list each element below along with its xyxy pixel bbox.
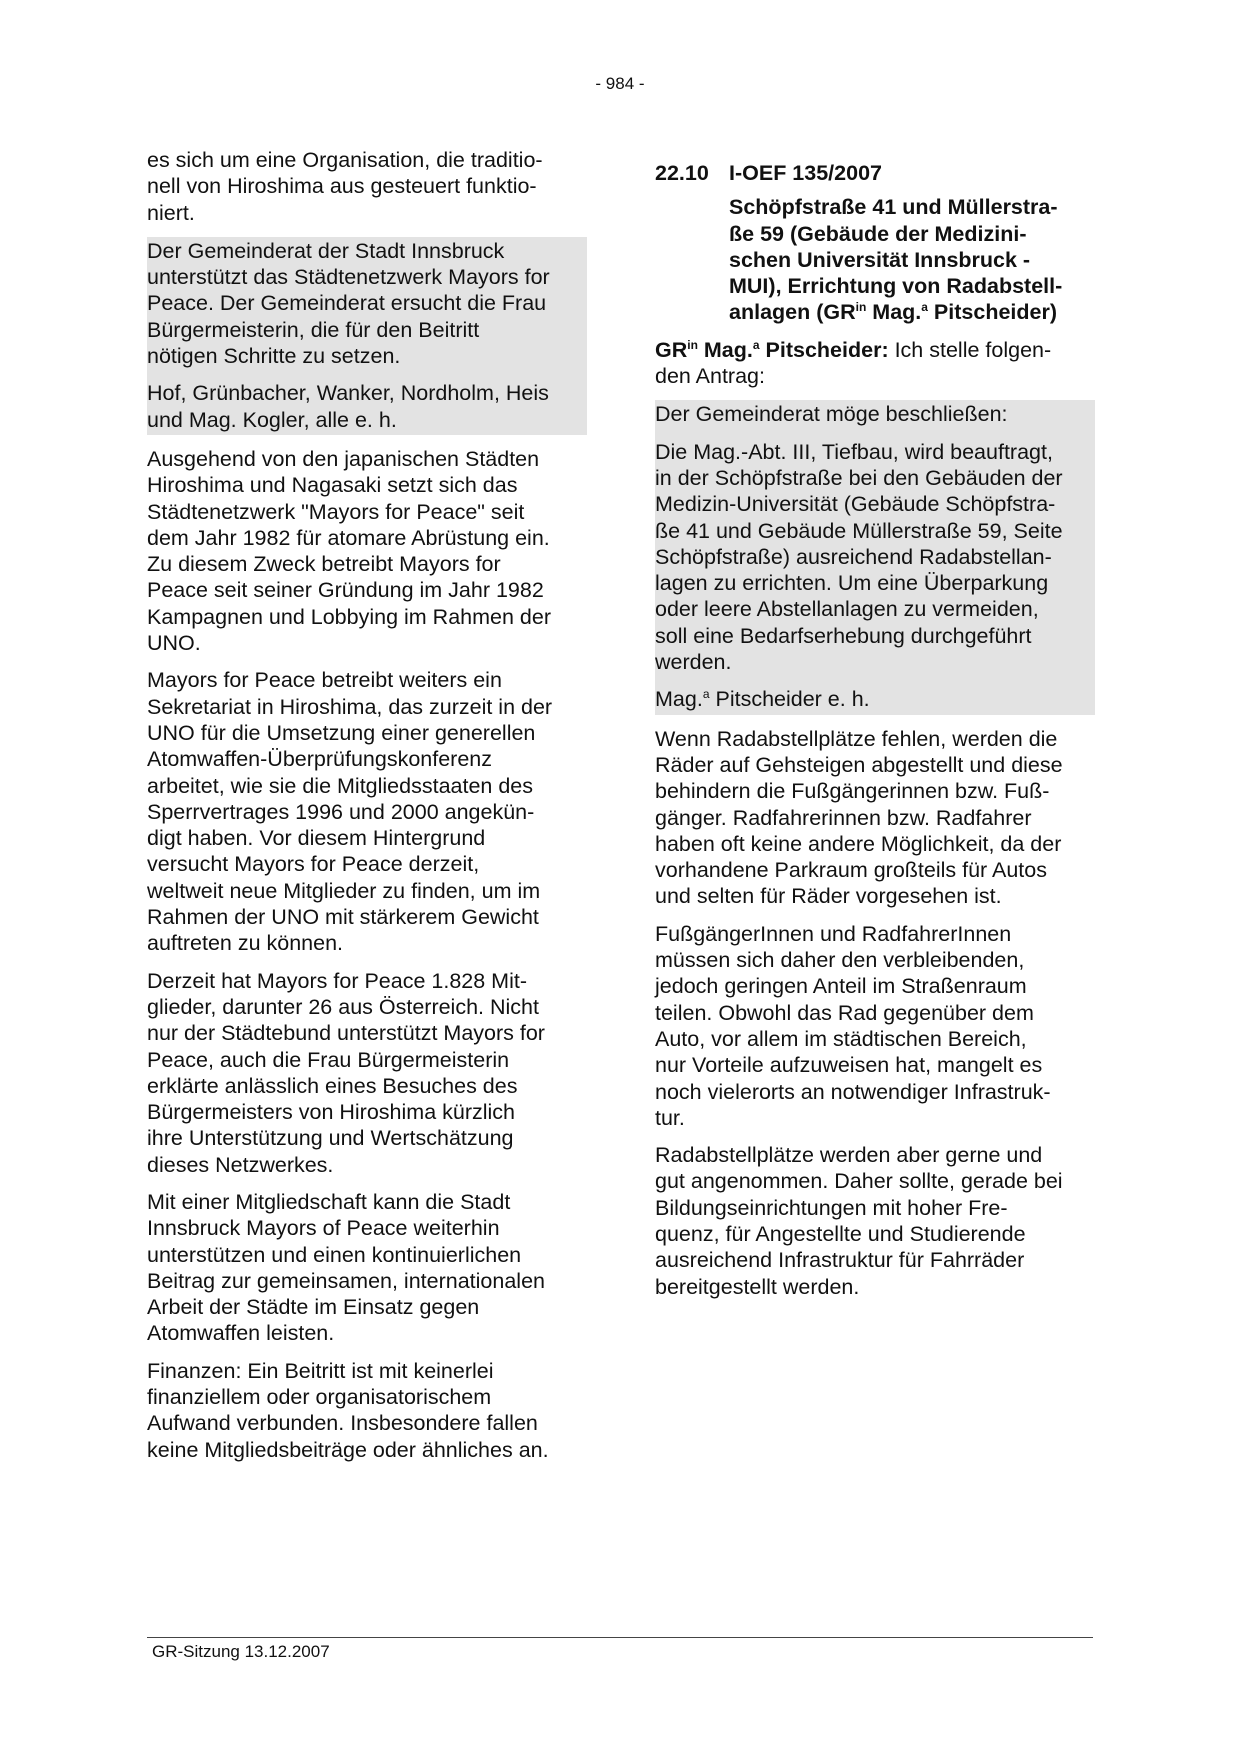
text-line: Atomwaffen leisten.	[147, 1321, 335, 1346]
text-line: Schöpfstraße) ausreichend Radabstellan-	[655, 544, 1052, 569]
text-line: gänger. Radfahrerinnen bzw. Radfahrer	[655, 805, 1032, 830]
text-line: schen Universität Innsbruck -	[729, 247, 1031, 272]
agenda-item-number: 22.10	[655, 161, 709, 185]
text-line: Räder auf Gehsteigen abgestellt und diese	[655, 752, 1063, 777]
text-line: Ausgehend von den japanischen Städten	[147, 446, 540, 471]
text-line: Sekretariat in Hiroshima, das zurzeit in der	[147, 694, 553, 719]
text-line: nell von Hiroshima aus gesteuert funktio-	[147, 174, 537, 199]
paragraph	[147, 1358, 587, 1463]
text-line: Die Mag.-Abt. III, Tiefbau, wird beauftragt,	[655, 439, 1053, 464]
paragraph	[655, 1142, 1095, 1300]
text-line: lagen zu errichten. Um eine Überparkung	[655, 571, 1049, 596]
text-line: Arbeit der Städte im Einsatz gegen	[147, 1295, 480, 1320]
text-line: unterstützt das Städtenetzwerk Mayors for	[147, 265, 550, 290]
motion-block	[147, 237, 587, 435]
text-line: in der Schöpfstraße bei den Gebäuden der	[655, 465, 1063, 490]
text-line: behindern die Fußgängerinnen bzw. Fuß-	[655, 779, 1050, 804]
text-line: teilen. Obwohl das Rad gegenüber dem	[655, 1000, 1034, 1025]
text-line: werden.	[655, 650, 732, 675]
paragraph	[147, 147, 587, 226]
text-line: FußgängerInnen und RadfahrerInnen	[655, 921, 1012, 946]
text-line	[729, 299, 1095, 325]
right-column	[655, 160, 1095, 1311]
text-line: dem Jahr 1982 für atomare Abrüstung ein.	[147, 525, 550, 550]
text-line: ausreichend Infrastruktur für Fahrräder	[655, 1248, 1025, 1273]
text-line: es sich um eine Organisation, die traditio-	[147, 148, 543, 172]
title-fragment: anlagen (GR	[729, 300, 856, 325]
text-line: UNO für die Umsetzung einer generellen	[147, 720, 536, 745]
text-line: nötigen Schritte zu setzen.	[147, 344, 401, 369]
speaker-paragraph	[655, 337, 1095, 390]
text-line: versucht Mayors for Peace derzeit,	[147, 852, 480, 877]
text-line: den Antrag:	[655, 364, 765, 389]
text-line	[655, 686, 1095, 712]
text-line: Sperrvertrages 1996 und 2000 angekün-	[147, 799, 535, 824]
text-line: jedoch geringen Anteil im Straßenraum	[655, 974, 1027, 999]
text-line: nur Vorteile aufzuweisen hat, mangelt es	[655, 1053, 1043, 1078]
superscript: in	[855, 300, 867, 315]
paragraph	[655, 726, 1095, 910]
text-line: müssen sich daher den verbleibenden,	[655, 948, 1025, 973]
text-line: noch vielerorts an notwendiger Infrastruk-	[655, 1079, 1051, 1104]
left-column	[147, 147, 587, 1474]
text-line: erklärte anlässlich eines Besuches des	[147, 1073, 518, 1098]
speaker-title: Mag.	[697, 337, 753, 362]
text-line: bereitgestellt werden.	[655, 1274, 860, 1299]
superscript: a	[752, 337, 760, 352]
text-line: Zu diesem Zweck betreibt Mayors for	[147, 552, 501, 577]
text-line: ße 41 und Gebäude Müllerstraße 59, Seite	[655, 518, 1063, 543]
text-line: soll eine Bedarfserhebung durchgeführt	[655, 623, 1032, 648]
superscript: a	[921, 300, 928, 315]
text-line: Der Gemeinderat möge beschließen:	[655, 402, 1008, 427]
text-line: oder leere Abstellanlagen zu vermeiden,	[655, 597, 1039, 622]
text-line: arbeitet, wie sie die Mitgliedsstaaten des	[147, 773, 534, 798]
text-line: Bürgermeisterin, die für den Beitritt	[147, 317, 480, 342]
speaker-title: GR	[655, 337, 688, 362]
signatories	[655, 686, 1095, 712]
paragraph	[147, 446, 587, 656]
speaker-text: Ich stelle folgen-	[888, 337, 1052, 362]
speaker-name	[655, 338, 889, 362]
text-line: Peace seit seiner Gründung im Jahr 1982	[147, 578, 544, 603]
text-line: quenz, für Angestellte und Studierende	[655, 1221, 1026, 1246]
text-line: finanziellem oder organisatorischem	[147, 1385, 492, 1410]
text-line: nur der Städtebund unterstützt Mayors for	[147, 1021, 545, 1046]
signatory-name: Pitscheider e. h.	[709, 687, 870, 712]
text-line: und Mag. Kogler, alle e. h.	[147, 407, 397, 432]
text-line: Bildungseinrichtungen mit hoher Fre-	[655, 1195, 1008, 1220]
paragraph	[655, 921, 1095, 1131]
text-line: ihre Unterstützung und Wertschätzung	[147, 1126, 514, 1151]
speaker-surname: Pitscheider:	[759, 337, 889, 362]
text-line: Beitrag zur gemeinsamen, internationalen	[147, 1268, 545, 1293]
paragraph	[147, 667, 587, 956]
agenda-item-code: I-OEF 135/2007	[729, 161, 882, 185]
paragraph	[147, 968, 587, 1178]
text-line: Aufwand verbunden. Insbesondere fallen	[147, 1411, 538, 1436]
text-line: Wenn Radabstellplätze fehlen, werden die	[655, 726, 1058, 751]
motion-block	[655, 400, 1095, 714]
text-line: Atomwaffen-Überprüfungskonferenz	[147, 747, 492, 772]
text-line: Peace, auch die Frau Bürgermeisterin	[147, 1047, 510, 1072]
agenda-item-heading	[655, 160, 1095, 186]
text-line: Der Gemeinderat der Stadt Innsbruck	[147, 238, 505, 263]
text-line: niert.	[147, 200, 195, 225]
text-line: haben oft keine andere Möglichkeit, da der	[655, 831, 1062, 856]
text-line: Kampagnen und Lobbying im Rahmen der	[147, 604, 551, 629]
text-line: auftreten zu können.	[147, 931, 344, 956]
agenda-item-title	[729, 194, 1095, 325]
text-line: tur.	[655, 1105, 685, 1130]
text-line: gut angenommen. Daher sollte, gerade bei	[655, 1169, 1063, 1194]
text-line: weltweit neue Mitglieder zu finden, um im	[147, 878, 541, 903]
text-line: Auto, vor allem im städtischen Bereich,	[655, 1026, 1027, 1051]
motion-text	[147, 238, 587, 369]
text-line: Mayors for Peace betreibt weiters ein	[147, 668, 502, 693]
text-line: Finanzen: Ein Beitritt ist mit keinerlei	[147, 1358, 494, 1383]
text-line: und selten für Räder vorgesehen ist.	[655, 884, 1002, 909]
text-line: unterstützen und einen kontinuierlichen	[147, 1242, 522, 1267]
text-line: MUI), Errichtung von Radabstell-	[729, 274, 1063, 299]
text-line: Hof, Grünbacher, Wanker, Nordholm, Heis	[147, 381, 549, 406]
page-number: - 984 -	[595, 74, 645, 93]
motion-text	[655, 439, 1095, 676]
signatory-title: Mag.	[655, 687, 703, 712]
motion-intro	[655, 401, 1095, 427]
text-line: Schöpfstraße 41 und Müllerstra-	[729, 195, 1058, 220]
text-line: ße 59 (Gebäude der Medizini-	[729, 221, 1027, 246]
superscript: a	[702, 687, 710, 702]
text-line: Peace. Der Gemeinderat ersucht die Frau	[147, 291, 547, 316]
text-line: Innsbruck Mayors of Peace weiterhin	[147, 1216, 500, 1241]
text-line: Radabstellplätze werden aber gerne und	[655, 1143, 1043, 1168]
text-line: Hiroshima und Nagasaki setzt sich das	[147, 473, 518, 498]
text-line: Rahmen der UNO mit stärkerem Gewicht	[147, 905, 539, 930]
footer-session-date: GR-Sitzung 13.12.2007	[152, 1642, 330, 1661]
text-line	[655, 337, 1095, 363]
text-line: Städtenetzwerk "Mayors for Peace" seit	[147, 499, 525, 524]
text-line: UNO.	[147, 631, 201, 656]
text-line: Medizin-Universität (Gebäude Schöpfstra-	[655, 492, 1056, 517]
superscript: in	[687, 337, 698, 352]
footer-divider	[147, 1637, 1093, 1638]
text-line: dieses Netzwerkes.	[147, 1152, 334, 1177]
signatories	[147, 380, 587, 433]
text-line: vorhandene Parkraum großteils für Autos	[655, 858, 1047, 883]
text-line: Bürgermeisters von Hiroshima kürzlich	[147, 1100, 515, 1125]
title-fragment: Mag.	[866, 300, 922, 325]
text-line: digt haben. Vor diesem Hintergrund	[147, 826, 486, 851]
text-line: Mit einer Mitgliedschaft kann die Stadt	[147, 1189, 511, 1214]
text-line: Derzeit hat Mayors for Peace 1.828 Mit-	[147, 968, 527, 993]
text-line: keine Mitgliedsbeiträge oder ähnliches an.	[147, 1437, 549, 1462]
paragraph	[147, 1189, 587, 1347]
title-fragment: Pitscheider)	[927, 300, 1057, 325]
text-line: glieder, darunter 26 aus Österreich. Nicht	[147, 994, 539, 1019]
